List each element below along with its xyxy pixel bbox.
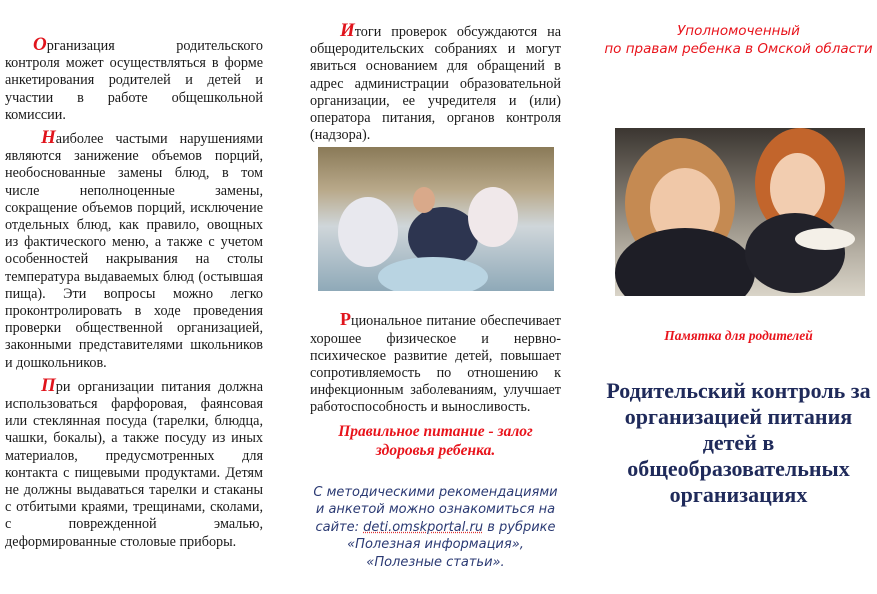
subtitle: Памятка для родителей [664,328,813,343]
paragraph-results: Итоги проверок обсуждаются на общеродительских собраниях и могут явиться основанием для обращений в адрес администрации образовательной организации, ее учредителя и (или) оператора питания, органов контроля (надзора). [310,20,561,144]
drop-cap: Р [340,309,351,330]
left-column [5,36,263,556]
photo-girl-eating [615,128,865,296]
info-note: С методическими рекомендациями и анкетой можно ознакомиться на сайте: deti.omskportal.ru в рубрике «Полезная информация», «Полезные статьи». [313,484,558,570]
paragraph-tableware: При организации питания должна использоваться фарфоровая, фаянсовая или стеклянная посуда (тарелки, блюдца, чашки, бокалы), а также посуду из иных материалов, предусмотренных для контакта с пищевыми продуктами. Детям не должны выдаваться тарелки и стаканы с отбитыми краями, трещинами, сколами, с поврежденной эмалью, деформированные столовые приборы. [5,374,263,550]
drop-cap: О [33,34,47,55]
slogan: Правильное питание - залог здоровья ребенка. [338,422,533,459]
drop-cap: П [41,374,56,396]
paragraph-parent-control: Организация родительского контроля может осуществляться в форме анкетирования родителей и детей и участии в работе общешкольной комиссии. [5,34,263,123]
brochure-title: Родительский контроль за организацией питания детей в общеобразовательных организациях [606,378,871,507]
photo-school-canteen [318,147,554,291]
middle-column [310,22,561,571]
right-column [600,22,877,507]
organization-name: Уполномоченный по правам ребенка в Омской области [604,23,873,57]
website-link[interactable]: deti.omskportal.ru [363,519,484,535]
paragraph-rational-nutrition: Рциональное питание обеспечивает хорошее физическое и нервно-психическое развитие детей, повышает сопротивляемость по отношению к инфекционным заболеваниям, улучшает работоспособность и выносливость. [310,309,561,416]
drop-cap: И [340,20,355,41]
drop-cap: Н [41,127,56,149]
paragraph-violations: Наиболее частыми нарушениями являются занижение объемов порций, необоснованные замены блюд, в том числе неполноценные замены, сокращение объемов порций, исключение отдельных блюд, как правило, овощных из фактического меню, а также с учетом особенностей накрывания на столы температура выдаваемых блюд (остывшая пища). Эти вопросы можно легко проконтролировать в ходе проведения проверки общественной организацией, законными представителями школьников и дошкольников. [5,127,263,371]
